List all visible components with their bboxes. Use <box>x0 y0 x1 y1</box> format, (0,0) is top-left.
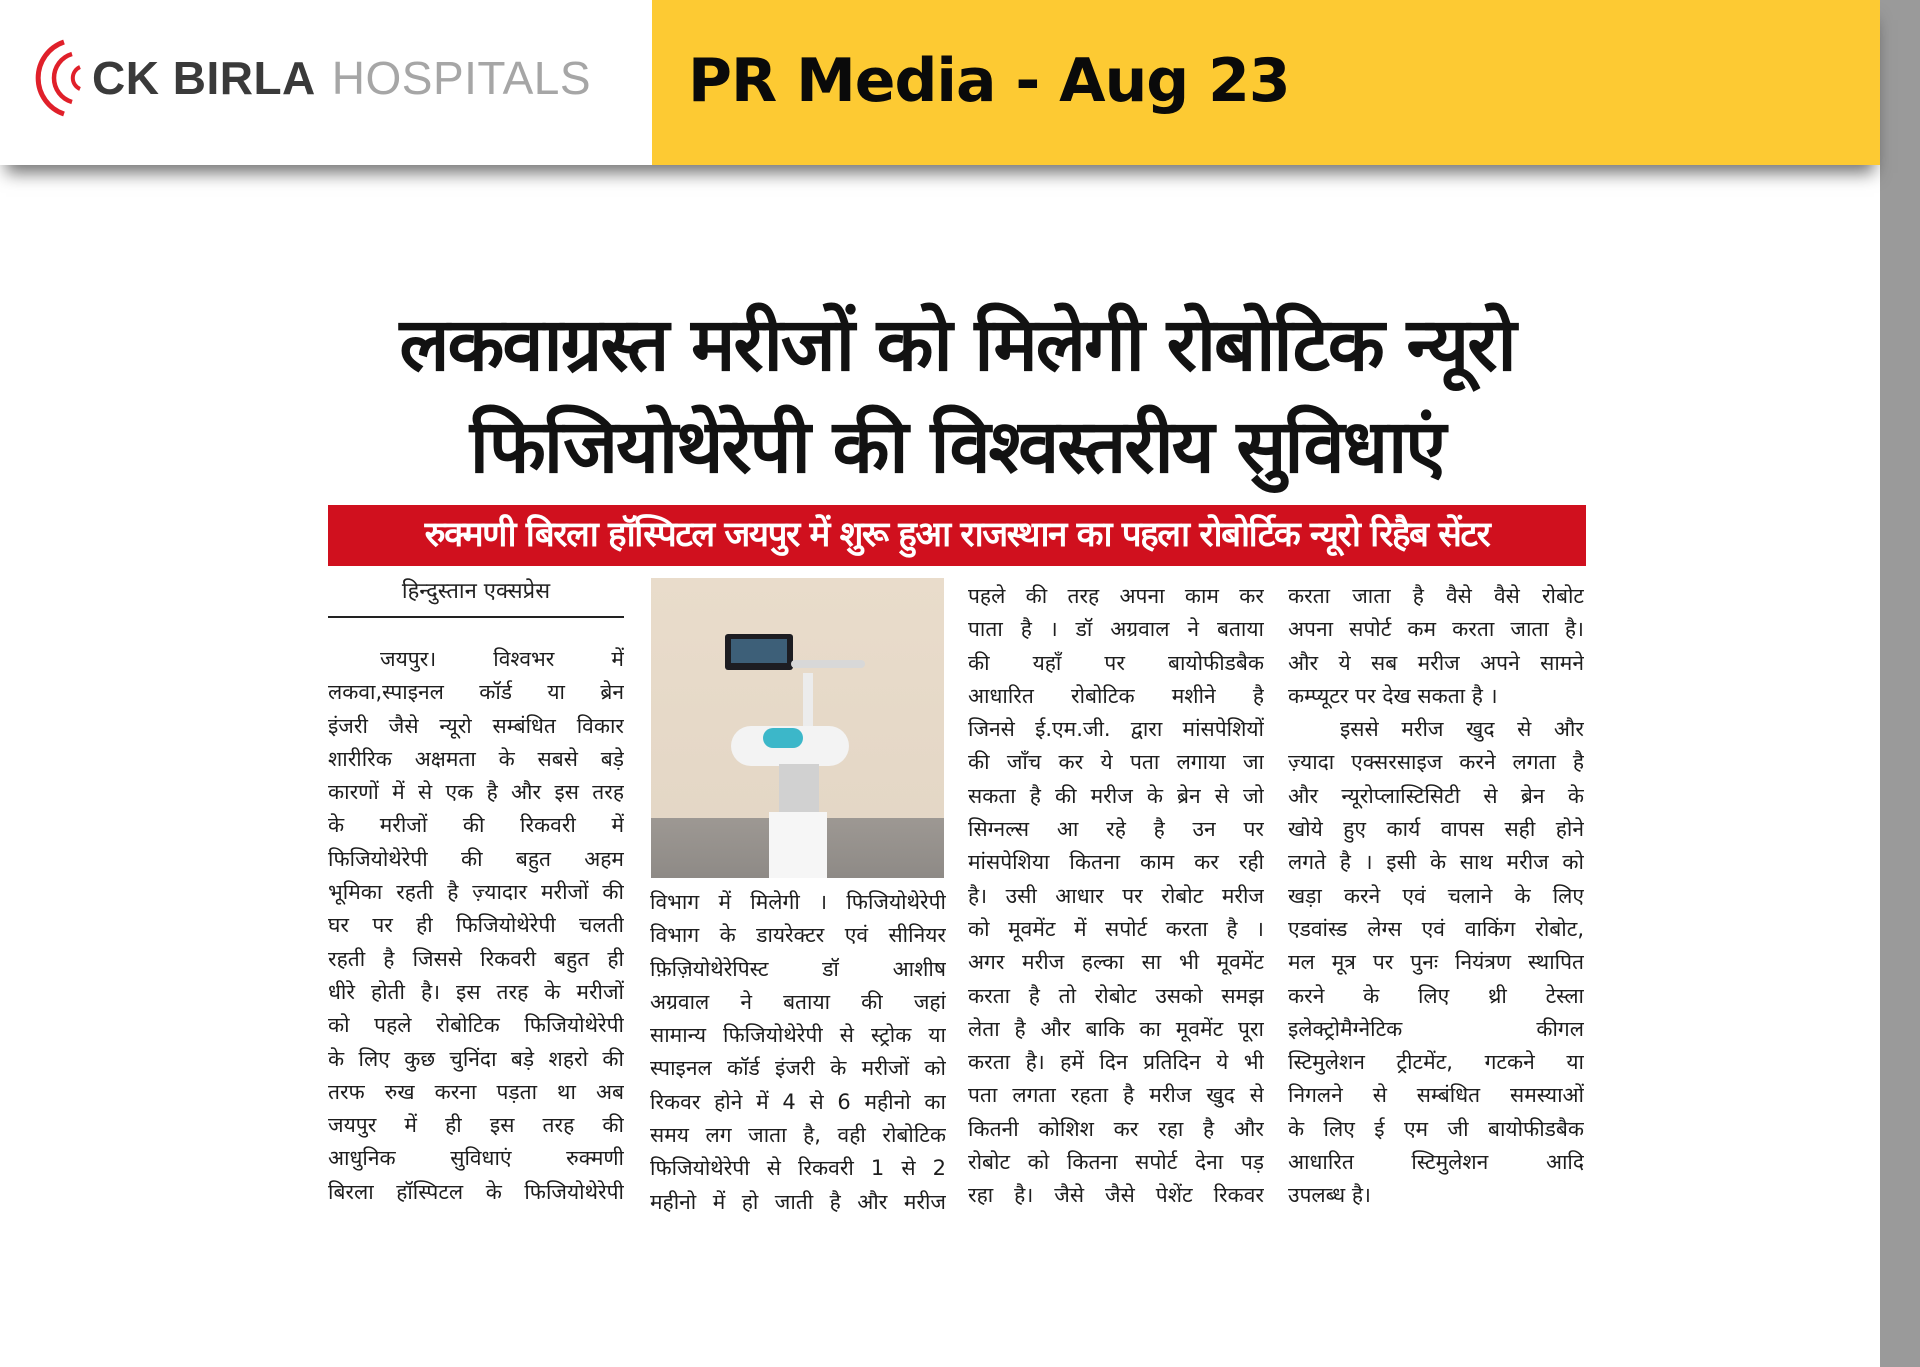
text-line: जयपुर में ही इस तरह की <box>328 1113 624 1138</box>
text-line: और न्यूरोप्लास्टिसिटी से ब्रेन के <box>1288 783 1584 808</box>
text-line: रोबोट को कितना सपोर्ट देना पड़ <box>968 1150 1264 1175</box>
text-line: धीरे होती है। इस तरह के मरीजों <box>328 979 624 1004</box>
text-line: पहले की तरह अपना काम कर <box>968 584 1264 608</box>
text-line: इंजरी जैसे न्यूरो सम्बंधित विकार <box>328 713 624 738</box>
text-line: आधारित रोबोटिक मशीने है <box>968 683 1264 708</box>
text-line: करता है। हमें दिन प्रतिदिन ये भी <box>968 1050 1264 1075</box>
text-line: निगलने से सम्बंधित समस्याओं <box>1288 1083 1584 1108</box>
text-line: स्टिमुलेशन ट्रीटमेंट, गटकने या <box>1288 1050 1584 1075</box>
article-column-1 <box>328 643 624 1209</box>
headline-line-1: लकवाग्रस्त मरीजों को मिलेगी रोबोटिक न्यूरो <box>399 302 1515 388</box>
text-line: मांसपेशिया कितना काम कर रही <box>968 850 1264 875</box>
text-line: जिनसे ई.एम.जी. द्वारा मांसपेशियों <box>968 717 1264 742</box>
text-line: फिजियोथेरेपी से रिकवरी 1 से 2 <box>650 1156 946 1181</box>
text-line: लकवा,स्पाइनल कॉर्ड या ब्रेन <box>328 680 624 705</box>
text-line: के लिए ई एम जी बायोफीडबैक <box>1288 1116 1584 1141</box>
text-line: करने के लिए थ्री टेस्ला <box>1288 983 1584 1008</box>
text-line: पाता है । डॉ अग्रवाल ने बताया <box>968 617 1264 642</box>
signal-arcs-icon <box>34 38 86 118</box>
text-line: विभाग में मिलेगी । फिजियोथेरेपी <box>650 890 946 914</box>
text-line: रहती है जिससे रिकवरी बहुत ही <box>328 946 624 971</box>
text-line: आधुनिक सुविधाएं रुक्मणी <box>328 1146 624 1171</box>
ck-birla-logo <box>34 38 591 118</box>
text-line: खड़ा करने एवं चलाने के लिए <box>1288 883 1584 908</box>
text-line: करता जाता है वैसे वैसे रोबोट <box>1288 584 1584 608</box>
text-line: घर पर ही फिजियोथेरेपी चलती <box>328 913 624 938</box>
text-line: समय लग जाता है, वही रोबोटिक <box>650 1123 946 1148</box>
text-line: उपलब्ध है। <box>1288 1183 1371 1208</box>
text-line: कितनी कोशिश कर रहा है और <box>968 1116 1264 1141</box>
photo-robot-cuff <box>763 728 803 748</box>
article-column-4 <box>1288 580 1584 1213</box>
text-line: करता है तो रोबोट उसको समझ <box>968 983 1264 1008</box>
text-line: लगते है । इसी के साथ मरीज को <box>1288 850 1584 875</box>
text-line: सकता है की मरीज के ब्रेन से जो <box>968 783 1264 808</box>
text-line: रिकवर होने में 4 से 6 महीनो का <box>650 1089 946 1114</box>
text-line: जयपुर। विश्वभर में <box>380 647 624 671</box>
photo-robot-pole <box>803 673 813 733</box>
title-banner <box>652 0 1880 165</box>
text-line: लेता है और बाकि का मूवमेंट पूरा <box>968 1016 1264 1041</box>
page-title: PR Media - Aug 23 <box>688 46 1290 116</box>
logo-brand-secondary: HOSPITALS <box>331 52 592 104</box>
text-line: के मरीजों की रिकवरी में <box>328 813 624 838</box>
text-line: की जाँच कर ये पता लगाया जा <box>968 750 1264 775</box>
text-line: को मूवमेंट में सपोर्ट करता है । <box>968 916 1264 941</box>
text-line: तरफ रुख करना पड़ता था अब <box>328 1079 624 1104</box>
photo-robot-base <box>769 812 827 878</box>
text-line: की यहाँ पर बायोफीडबैक <box>968 650 1264 675</box>
article-column-2 <box>650 886 946 1219</box>
text-line: अपना सपोर्ट कम करता जाता है। <box>1288 617 1584 642</box>
text-line: कम्प्यूटर पर देख सकता है । <box>1288 683 1498 708</box>
text-line: के लिए कुछ चुनिंदा बड़े शहरो की <box>328 1046 624 1071</box>
text-line: इससे मरीज खुद से और <box>1340 717 1584 742</box>
text-line: और ये सब मरीज अपने सामने <box>1288 650 1584 675</box>
text-line: भूमिका रहती है ज़्यादार मरीजों की <box>328 880 624 905</box>
text-line: पता लगता रहता है मरीज खुद से <box>968 1083 1264 1108</box>
logo-area <box>0 0 652 165</box>
text-line: महीनो में हो जाती है और मरीज <box>650 1189 946 1214</box>
text-line: सामान्य फिजियोथेरेपी से स्ट्रोक या <box>650 1023 946 1048</box>
article-photo <box>651 578 944 878</box>
text-line: एडवांस्ड लेग्स एवं वाकिंग रोबोट, <box>1288 916 1584 941</box>
text-line: स्पाइनल कॉर्ड इंजरी के मरीजों को <box>650 1056 946 1081</box>
source-divider <box>328 616 624 618</box>
newspaper-source: हिन्दुस्तान एक्सप्रेस <box>401 579 551 604</box>
text-line: सिग्नल्स आ रहे है उन पर <box>968 817 1264 842</box>
text-line: बिरला हॉस्पिटल के फिजियोथेरेपी <box>328 1179 624 1204</box>
text-line: इलेक्ट्रोमैग्नेटिक कीगल <box>1288 1016 1584 1041</box>
text-line: रहा है। जैसे जैसे पेशेंट रिकवर <box>968 1183 1264 1208</box>
text-line: है। उसी आधार पर रोबोट मरीज <box>968 883 1264 908</box>
text-line: को पहले रोबोटिक फिजियोथेरेपी <box>328 1013 624 1038</box>
slide-header <box>0 0 1880 165</box>
headline-line-2: फिजियोथेरेपी की विश्वस्तरीय सुविधाएं <box>469 404 1445 490</box>
text-line: अग्रवाल ने बताया की जहां <box>650 989 946 1014</box>
text-line: आधारित स्टिमुलेशन आदि <box>1288 1150 1584 1175</box>
subheadline-banner: रुक्मणी बिरला हॉस्पिटल जयपुर में शुरू हुआ राजस्थान का पहला रोबोर्टिक न्यूरो रिहैब सेंटर <box>328 505 1586 566</box>
text-line: कारणों में से एक है और इस तरह <box>328 780 624 805</box>
photo-robot-arm <box>791 660 865 668</box>
logo-brand-primary: CK BIRLA <box>92 52 316 104</box>
right-edge-bar <box>1880 0 1920 1367</box>
photo-tablet-screen <box>725 634 793 670</box>
text-line: ज़्यादा एक्सरसाइज करने लगता है <box>1288 750 1584 775</box>
photo-robot-column <box>779 764 819 814</box>
text-line: फिजियोथेरेपी की बहुत अहम <box>328 846 624 871</box>
text-line: शारीरिक अक्षमता के सबसे बड़े <box>328 746 624 771</box>
text-line: खोये हुए कार्य वापस सही होने <box>1288 817 1584 842</box>
text-line: विभाग के डायरेक्टर एवं सीनियर <box>650 923 946 948</box>
text-line: फ़िज़ियोथेरेपिस्ट डॉ आशीष <box>650 956 946 981</box>
text-line: अगर मरीज हल्का सा भी मूवमेंट <box>968 950 1264 975</box>
article-column-3 <box>968 580 1264 1213</box>
text-line: मल मूत्र पर पुनः नियंत्रण स्थापित <box>1288 950 1584 975</box>
